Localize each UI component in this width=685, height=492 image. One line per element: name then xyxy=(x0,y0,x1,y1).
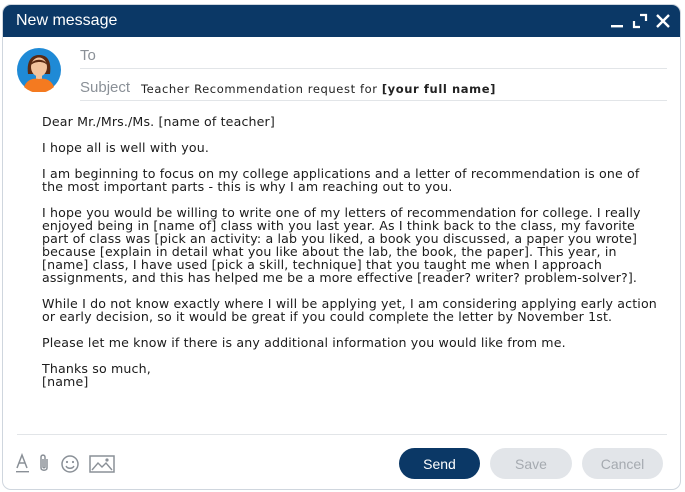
minimize-icon[interactable] xyxy=(609,12,627,30)
avatar xyxy=(17,48,61,92)
to-label: To xyxy=(80,47,96,64)
subject-input[interactable] xyxy=(141,82,496,96)
body-paragraph: While I do not know exactly where I will be applying yet, I am considering applying early action or early decision, so it would be great if you could complete the letter by November 1st. xyxy=(42,296,657,324)
window-title: New message xyxy=(16,12,118,29)
subject-row[interactable] xyxy=(80,77,667,101)
text-format-icon[interactable] xyxy=(15,453,31,475)
message-body[interactable] xyxy=(42,115,662,388)
footer-divider xyxy=(17,434,667,435)
subject-placeholder-name: [your full name] xyxy=(381,82,496,96)
title-bar xyxy=(3,5,680,37)
save-button[interactable]: Save xyxy=(490,448,572,479)
body-paragraph: Please let me know if there is any additional information you would like from me. xyxy=(42,335,566,350)
body-closing: Thanks so much, xyxy=(42,361,151,376)
close-icon[interactable] xyxy=(654,12,672,30)
body-greeting: Dear Mr./Mrs./Ms. [name of teacher] xyxy=(42,114,275,129)
body-signature: [name] xyxy=(42,374,89,389)
body-paragraph: I hope all is well with you. xyxy=(42,140,210,155)
paperclip-icon[interactable] xyxy=(37,453,51,475)
to-input[interactable] xyxy=(110,45,664,69)
image-icon[interactable] xyxy=(89,453,115,475)
compose-window xyxy=(2,4,681,490)
expand-icon[interactable] xyxy=(631,12,649,30)
subject-label: Subject xyxy=(80,79,131,96)
emoji-icon[interactable] xyxy=(60,453,80,475)
subject-text: Teacher Recommendation request for xyxy=(141,82,382,96)
send-button[interactable]: Send xyxy=(399,448,480,479)
body-paragraph: I am beginning to focus on my college applications and a letter of recommendation is one of the most important parts - this is why I am reaching out to you. xyxy=(42,166,640,194)
cancel-button[interactable]: Cancel xyxy=(582,448,663,479)
body-paragraph: I hope you would be willing to write one of my letters of recommendation for college. I really enjoyed being in [name of] class with you last year. As I think back to the class, my favorite part of class was [pick an activity: a lab you liked, a book you discussed, a paper you wrote] because [explain in detail what you like about the lab, the book, the paper]. This year, in [name] class, I have used [pick a skill, technique] that you taught me when I approach assignments, and this has helped me be a more effective [reader? writer? problem-solver?]. xyxy=(42,205,641,285)
to-row xyxy=(80,45,667,69)
